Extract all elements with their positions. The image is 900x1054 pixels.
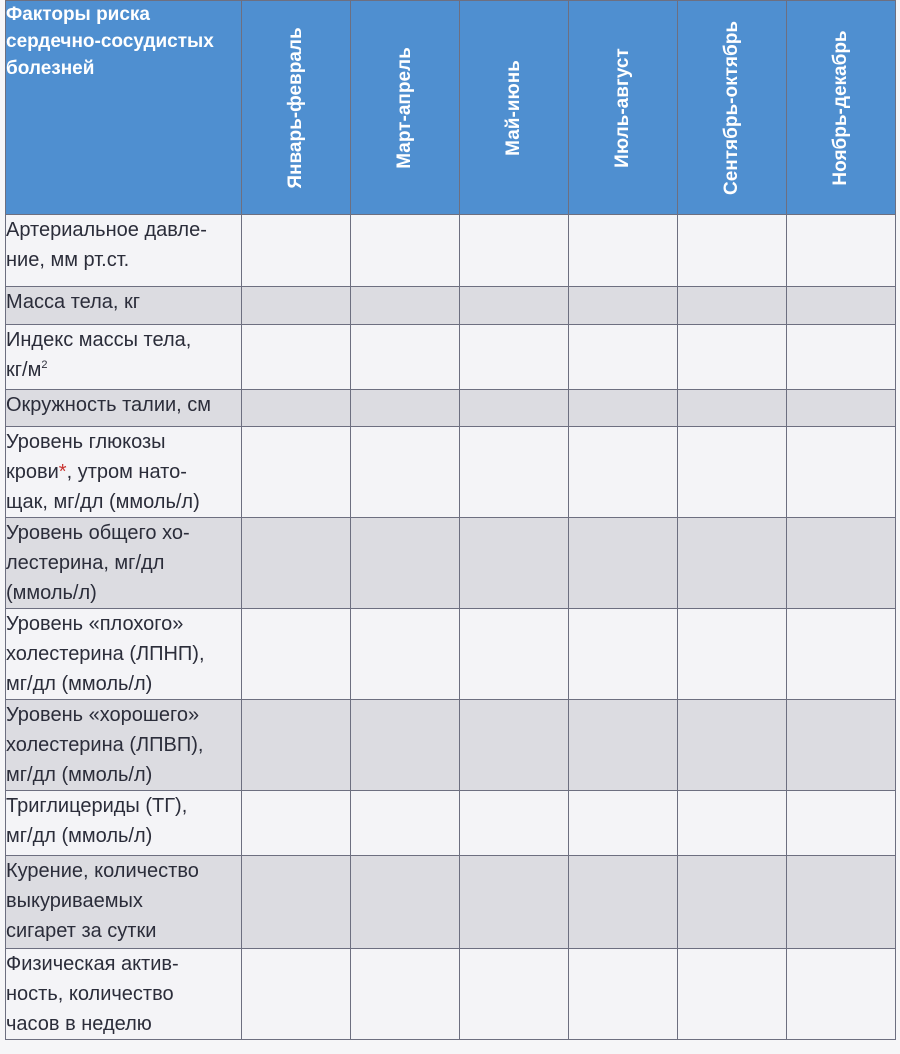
entry-cell[interactable] (678, 287, 787, 325)
entry-cell[interactable] (242, 791, 351, 856)
table-row (6, 518, 896, 609)
entry-cell[interactable] (787, 427, 896, 518)
asterisk-mark: * (58, 461, 67, 483)
entry-cell[interactable] (569, 518, 678, 609)
entry-cell[interactable] (242, 518, 351, 609)
entry-cell[interactable] (351, 518, 460, 609)
entry-cell[interactable] (351, 427, 460, 518)
entry-cell[interactable] (460, 390, 569, 427)
entry-cell[interactable] (460, 287, 569, 325)
entry-cell[interactable] (460, 609, 569, 700)
row-label-line: мг/дл (ммоль/л) (6, 764, 153, 786)
header-period-6 (787, 1, 896, 215)
row-label-line: ность, количество (6, 983, 174, 1005)
table-row (6, 609, 896, 700)
entry-cell[interactable] (242, 700, 351, 791)
entry-cell[interactable] (678, 949, 787, 1040)
row-label-line: Триглицериды (ТГ), (6, 795, 188, 817)
entry-cell[interactable] (351, 215, 460, 287)
superscript: 2 (41, 359, 48, 371)
entry-cell[interactable] (242, 215, 351, 287)
entry-cell[interactable] (678, 215, 787, 287)
table-row (6, 215, 896, 287)
row-label (6, 427, 242, 518)
entry-cell[interactable] (787, 609, 896, 700)
table-row (6, 791, 896, 856)
header-period-3 (460, 1, 569, 215)
entry-cell[interactable] (460, 856, 569, 949)
entry-cell[interactable] (242, 427, 351, 518)
row-label-line: ние, мм рт.ст. (6, 249, 130, 271)
row-label-line: Физическая актив- (6, 953, 179, 975)
entry-cell[interactable] (351, 390, 460, 427)
row-label (6, 287, 242, 325)
row-label-line: щак, мг/дл (ммоль/л) (6, 491, 200, 513)
entry-cell[interactable] (569, 700, 678, 791)
entry-cell[interactable] (460, 427, 569, 518)
header-period-label: Январь-февраль (285, 26, 306, 189)
entry-cell[interactable] (351, 791, 460, 856)
entry-cell[interactable] (678, 609, 787, 700)
entry-cell[interactable] (242, 325, 351, 390)
row-label-line: Уровень общего хо- (6, 522, 190, 544)
entry-cell[interactable] (787, 856, 896, 949)
row-label (6, 215, 242, 287)
table-row (6, 856, 896, 949)
row-label-line: Окружность талии, см (6, 394, 212, 416)
entry-cell[interactable] (460, 518, 569, 609)
header-period-label: Ноябрь-декабрь (830, 29, 851, 186)
entry-cell[interactable] (678, 427, 787, 518)
header-period-1 (242, 1, 351, 215)
entry-cell[interactable] (787, 325, 896, 390)
entry-cell[interactable] (787, 390, 896, 427)
row-label-line: кг/м (6, 359, 42, 381)
entry-cell[interactable] (678, 325, 787, 390)
row-label (6, 390, 242, 427)
header-period-label: Сентябрь-октябрь (721, 20, 742, 195)
row-label-line: Уровень «плохого» (6, 613, 184, 635)
entry-cell[interactable] (787, 518, 896, 609)
entry-cell[interactable] (569, 856, 678, 949)
row-label-line: Индекс массы тела, (6, 329, 192, 351)
header-period-label: Май-июнь (503, 59, 524, 156)
entry-cell[interactable] (460, 791, 569, 856)
entry-cell[interactable] (242, 856, 351, 949)
table-row (6, 390, 896, 427)
row-label (6, 949, 242, 1040)
table-row (6, 700, 896, 791)
row-label-line: холестерина (ЛПВП), (6, 734, 204, 756)
entry-cell[interactable] (569, 325, 678, 390)
entry-cell[interactable] (242, 949, 351, 1040)
row-label-line: мг/дл (ммоль/л) (6, 673, 153, 695)
entry-cell[interactable] (351, 700, 460, 791)
entry-cell[interactable] (351, 287, 460, 325)
entry-cell[interactable] (351, 856, 460, 949)
table-row (6, 325, 896, 390)
row-label (6, 609, 242, 700)
entry-cell[interactable] (678, 700, 787, 791)
entry-cell[interactable] (787, 949, 896, 1040)
entry-cell[interactable] (787, 215, 896, 287)
entry-cell[interactable] (569, 791, 678, 856)
entry-cell[interactable] (787, 700, 896, 791)
row-label (6, 700, 242, 791)
header-period-5 (678, 1, 787, 215)
entry-cell[interactable] (351, 949, 460, 1040)
table-row (6, 949, 896, 1040)
entry-cell[interactable] (242, 390, 351, 427)
header-period-label: Июль-август (612, 47, 633, 168)
row-label-line: крови (6, 461, 59, 483)
row-label (6, 518, 242, 609)
entry-cell[interactable] (351, 609, 460, 700)
row-label (6, 856, 242, 949)
row-label-line: мг/дл (ммоль/л) (6, 825, 153, 847)
row-label-line: холестерина (ЛПНП), (6, 643, 205, 665)
entry-cell[interactable] (678, 856, 787, 949)
row-label-line: (ммоль/л) (6, 582, 97, 604)
entry-cell[interactable] (569, 287, 678, 325)
entry-cell[interactable] (460, 215, 569, 287)
row-label (6, 791, 242, 856)
entry-cell[interactable] (569, 390, 678, 427)
entry-cell[interactable] (678, 791, 787, 856)
row-label-line: сигарет за сутки (6, 920, 157, 942)
table-row (6, 427, 896, 518)
entry-cell[interactable] (351, 325, 460, 390)
entry-cell[interactable] (569, 949, 678, 1040)
header-factor-label: Факторы риска сердечно-сосудистых болезней (6, 1, 242, 215)
row-label-line: Уровень глюкозы (6, 431, 166, 453)
risk-factors-table (5, 0, 896, 1040)
table-row (6, 287, 896, 325)
row-label-line: , утром нато- (66, 461, 187, 483)
row-label-line: лестерина, мг/дл (6, 552, 165, 574)
entry-cell[interactable] (569, 427, 678, 518)
entry-cell[interactable] (460, 700, 569, 791)
row-label-line: часов в неделю (6, 1013, 152, 1035)
row-label-line: Артериальное давле- (6, 219, 207, 241)
header-row (6, 1, 896, 215)
row-label-line: выкуриваемых (6, 890, 143, 912)
entry-cell[interactable] (242, 609, 351, 700)
entry-cell[interactable] (569, 609, 678, 700)
entry-cell[interactable] (242, 287, 351, 325)
row-label-line: Масса тела, кг (6, 291, 141, 313)
entry-cell[interactable] (678, 390, 787, 427)
entry-cell[interactable] (569, 215, 678, 287)
row-label-line: Уровень «хорошего» (6, 704, 200, 726)
entry-cell[interactable] (678, 518, 787, 609)
entry-cell[interactable] (460, 949, 569, 1040)
header-period-label: Март-апрель (394, 46, 415, 169)
entry-cell[interactable] (787, 287, 896, 325)
row-label (6, 325, 242, 390)
entry-cell[interactable] (787, 791, 896, 856)
header-period-2 (351, 1, 460, 215)
row-label-line: Курение, количество (6, 860, 199, 882)
header-period-4 (569, 1, 678, 215)
entry-cell[interactable] (460, 325, 569, 390)
